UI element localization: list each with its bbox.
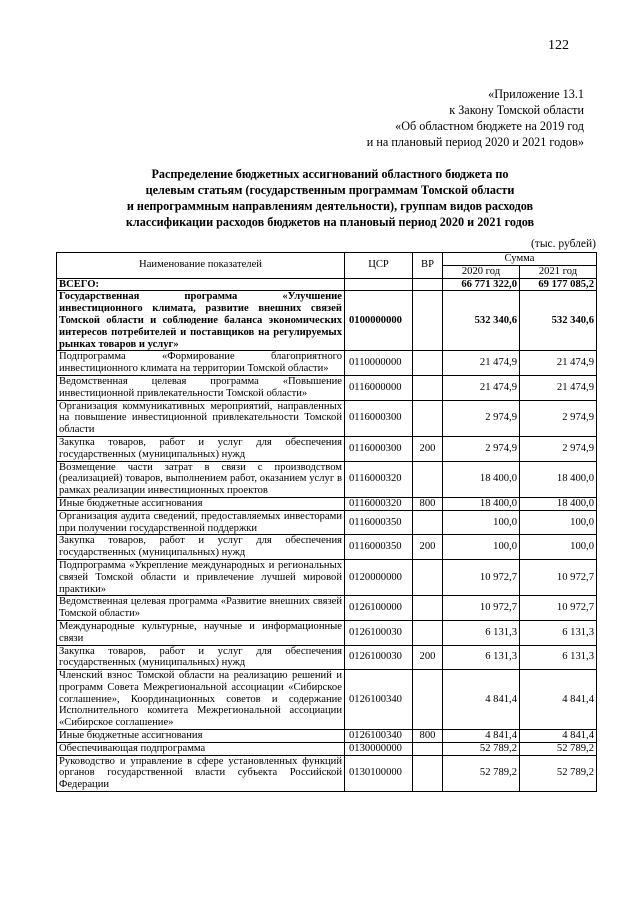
appendix-line: и на плановый период 2020 и 2021 годов» — [366, 135, 584, 149]
row-csr-cell — [345, 278, 413, 291]
row-2020-cell: 52 789,2 — [443, 742, 520, 755]
table-row — [57, 400, 597, 436]
title-line: целевым статьям (государственным программам Томской области — [145, 183, 515, 197]
row-vr-cell: 200 — [413, 436, 443, 461]
row-2020-cell: 2 974,9 — [443, 400, 520, 436]
row-2021-cell: 100,0 — [520, 535, 597, 560]
row-csr-cell: 0130100000 — [345, 755, 413, 791]
row-2021-cell: 10 972,7 — [520, 596, 597, 621]
row-csr-cell: 0116000300 — [345, 400, 413, 436]
row-name-cell: Обеспечивающая подпрограмма — [57, 742, 345, 755]
row-name-cell: ВСЕГО: — [57, 278, 345, 291]
row-vr-cell — [413, 510, 443, 535]
units-label: (тыс. рублей) — [530, 238, 596, 250]
header-csr: ЦСР — [345, 253, 413, 279]
row-2021-cell: 18 400,0 — [520, 497, 597, 510]
table-row — [57, 620, 597, 645]
table-row — [57, 742, 597, 755]
row-2021-cell: 2 974,9 — [520, 400, 597, 436]
title-line: Распределение бюджетных ассигнований областного бюджета по — [151, 167, 509, 181]
row-2020-cell: 18 400,0 — [443, 461, 520, 497]
table-row — [57, 278, 597, 291]
row-2020-cell: 4 841,4 — [443, 670, 520, 730]
row-csr-cell: 0116000320 — [345, 461, 413, 497]
header-year-2021: 2021 год — [520, 265, 597, 278]
table-row — [57, 375, 597, 400]
budget-table — [56, 252, 597, 792]
row-2020-cell: 6 131,3 — [443, 645, 520, 670]
title-line: и непрограммным направлениям деятельности), группам видов расходов — [126, 199, 534, 213]
row-vr-cell — [413, 351, 443, 376]
row-csr-cell: 0130000000 — [345, 742, 413, 755]
row-csr-cell: 0126100030 — [345, 620, 413, 645]
table-row — [57, 670, 597, 730]
row-2021-cell: 52 789,2 — [520, 755, 597, 791]
table-row — [57, 559, 597, 595]
row-2021-cell: 4 841,4 — [520, 730, 597, 743]
row-vr-cell: 200 — [413, 535, 443, 560]
row-csr-cell: 0116000000 — [345, 375, 413, 400]
row-2020-cell: 21 474,9 — [443, 351, 520, 376]
header-name: Наименование показателей — [57, 253, 345, 279]
row-2021-cell: 2 974,9 — [520, 436, 597, 461]
row-name-cell: Ведомственная целевая программа «Повышение инвестиционной привлекательности Томской области» — [57, 375, 345, 400]
row-name-cell: Международные культурные, научные и информационные связи — [57, 620, 345, 645]
row-vr-cell: 800 — [413, 730, 443, 743]
row-vr-cell: 200 — [413, 645, 443, 670]
appendix-line: «Приложение 13.1 — [488, 87, 584, 101]
row-2020-cell: 2 974,9 — [443, 436, 520, 461]
row-csr-cell: 0116000300 — [345, 436, 413, 461]
row-vr-cell — [413, 742, 443, 755]
row-name-cell: Руководство и управление в сфере установленных функций органов государственной власти субъекта Российской Федерации — [57, 755, 345, 791]
table-body — [57, 278, 597, 791]
row-csr-cell: 0126100030 — [345, 645, 413, 670]
row-2020-cell: 4 841,4 — [443, 730, 520, 743]
table-row — [57, 461, 597, 497]
row-csr-cell: 0116000350 — [345, 510, 413, 535]
row-name-cell: Возмещение части затрат в связи с производством (реализацией) товаров, выполнением работ, оказанием услуг в рамках реализации инвестиционных проектов — [57, 461, 345, 497]
table-row — [57, 755, 597, 791]
row-2020-cell: 21 474,9 — [443, 375, 520, 400]
row-csr-cell: 0120000000 — [345, 559, 413, 595]
table-row — [57, 291, 597, 351]
page-number: 122 — [548, 38, 569, 53]
row-csr-cell: 0126100000 — [345, 596, 413, 621]
appendix-line: к Закону Томской области — [449, 103, 584, 117]
table-row — [57, 510, 597, 535]
row-2020-cell: 10 972,7 — [443, 596, 520, 621]
row-name-cell: Иные бюджетные ассигнования — [57, 497, 345, 510]
row-name-cell: Государственная программа «Улучшение инвестиционного климата, развитие внешних связей Томской области и соблюдение баланса экономических интересов потребителей и поставщиков на регулируемых рынках товаров и услуг» — [57, 291, 345, 351]
appendix-header — [367, 86, 584, 150]
row-2021-cell: 6 131,3 — [520, 645, 597, 670]
row-vr-cell — [413, 375, 443, 400]
row-vr-cell — [413, 670, 443, 730]
header-vr: ВР — [413, 253, 443, 279]
row-name-cell: Организация коммуникативных мероприятий, направленных на повышение инвестиционной привлекательности Томской области — [57, 400, 345, 436]
row-vr-cell — [413, 278, 443, 291]
row-vr-cell: 800 — [413, 497, 443, 510]
title-line: классификации расходов бюджетов на плановый период 2020 и 2021 годов — [125, 215, 535, 229]
row-2021-cell: 532 340,6 — [520, 291, 597, 351]
row-2020-cell: 66 771 322,0 — [443, 278, 520, 291]
row-vr-cell — [413, 596, 443, 621]
row-name-cell: Подпрограмма «Укрепление международных и региональных связей Томской области и привлечение лучшей мировой практики» — [57, 559, 345, 595]
row-vr-cell — [413, 461, 443, 497]
header-sum: Сумма — [443, 253, 597, 266]
row-2021-cell: 21 474,9 — [520, 375, 597, 400]
document-title — [60, 166, 600, 230]
row-2020-cell: 10 972,7 — [443, 559, 520, 595]
table-row — [57, 596, 597, 621]
row-csr-cell: 0126100340 — [345, 670, 413, 730]
row-2021-cell: 52 789,2 — [520, 742, 597, 755]
row-name-cell: Ведомственная целевая программа «Развитие внешних связей Томской области» — [57, 596, 345, 621]
row-vr-cell — [413, 755, 443, 791]
row-2020-cell: 18 400,0 — [443, 497, 520, 510]
row-name-cell: Закупка товаров, работ и услуг для обеспечения государственных (муниципальных) нужд — [57, 436, 345, 461]
table-row — [57, 535, 597, 560]
row-2020-cell: 100,0 — [443, 510, 520, 535]
row-2021-cell: 100,0 — [520, 510, 597, 535]
table-row — [57, 497, 597, 510]
row-2021-cell: 18 400,0 — [520, 461, 597, 497]
row-2021-cell: 21 474,9 — [520, 351, 597, 376]
row-2021-cell: 10 972,7 — [520, 559, 597, 595]
table-row — [57, 436, 597, 461]
row-csr-cell: 0110000000 — [345, 351, 413, 376]
row-name-cell: Иные бюджетные ассигнования — [57, 730, 345, 743]
row-name-cell: Закупка товаров, работ и услуг для обеспечения государственных (муниципальных) нужд — [57, 535, 345, 560]
row-2021-cell: 6 131,3 — [520, 620, 597, 645]
row-2020-cell: 100,0 — [443, 535, 520, 560]
row-2020-cell: 532 340,6 — [443, 291, 520, 351]
row-2020-cell: 52 789,2 — [443, 755, 520, 791]
row-vr-cell — [413, 400, 443, 436]
row-csr-cell: 0126100340 — [345, 730, 413, 743]
row-2021-cell: 4 841,4 — [520, 670, 597, 730]
row-vr-cell — [413, 559, 443, 595]
table-row — [57, 645, 597, 670]
row-csr-cell: 0100000000 — [345, 291, 413, 351]
row-name-cell: Организация аудита сведений, предоставляемых инвесторами при получении государственной поддержки — [57, 510, 345, 535]
table-row — [57, 730, 597, 743]
row-name-cell: Подпрограмма «Формирование благоприятного инвестиционного климата на территории Томской области» — [57, 351, 345, 376]
row-2020-cell: 6 131,3 — [443, 620, 520, 645]
table-row — [57, 351, 597, 376]
row-name-cell: Закупка товаров, работ и услуг для обеспечения государственных (муниципальных) нужд — [57, 645, 345, 670]
row-csr-cell: 0116000350 — [345, 535, 413, 560]
row-name-cell: Членский взнос Томской области на реализацию решений и программ Совета Межрегиональной ассоциации «Сибирское соглашение», Координационных советов и содержание Исполнительного комитета Межрегиональной ассоциации «Сибирское соглашение» — [57, 670, 345, 730]
row-vr-cell — [413, 291, 443, 351]
row-vr-cell — [413, 620, 443, 645]
row-csr-cell: 0116000320 — [345, 497, 413, 510]
row-2021-cell: 69 177 085,2 — [520, 278, 597, 291]
header-year-2020: 2020 год — [443, 265, 520, 278]
appendix-line: «Об областном бюджете на 2019 год — [395, 119, 584, 133]
